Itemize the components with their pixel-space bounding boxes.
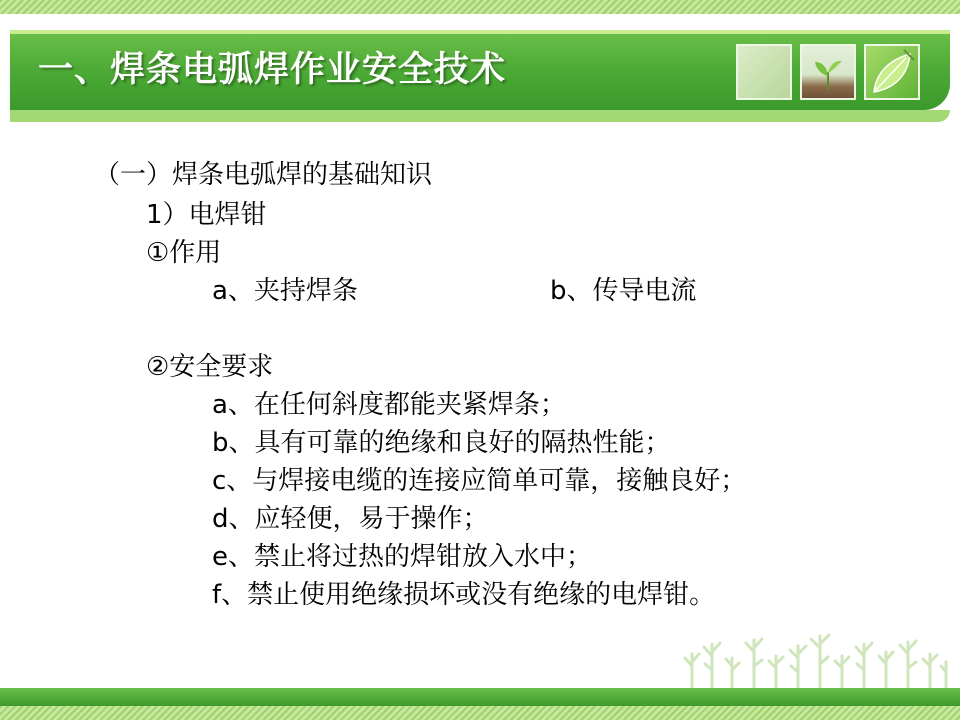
requirement-item: b、具有可靠的绝缘和良好的隔热性能； bbox=[212, 428, 671, 458]
sprout-decoration bbox=[682, 626, 952, 688]
requirements-heading: ②安全要求 bbox=[146, 352, 274, 382]
seedling-image bbox=[800, 44, 856, 100]
requirement-item: e、禁止将过热的焊钳放入水中； bbox=[212, 542, 592, 572]
slide-title: 一、焊条电弧焊作业安全技术 bbox=[38, 50, 507, 90]
header-highlight bbox=[10, 30, 950, 34]
header-stripe-decoration bbox=[0, 0, 960, 14]
requirement-item: c、与焊接电缆的连接应简单可靠，接触良好； bbox=[212, 466, 747, 496]
function-heading: ①作用 bbox=[146, 238, 222, 268]
section-heading: （一）焊条电弧焊的基础知识 bbox=[94, 160, 433, 190]
footer-bar bbox=[0, 688, 960, 706]
leaf-image bbox=[864, 44, 920, 100]
footer-stripe-decoration bbox=[0, 706, 960, 720]
leaf-icon bbox=[866, 46, 918, 98]
function-item-a: a、夹持焊条 bbox=[212, 276, 358, 306]
requirement-item: f、禁止使用绝缘损坏或没有绝缘的电焊钳。 bbox=[212, 580, 716, 610]
decorative-thumbnail-plain bbox=[736, 44, 792, 100]
header-underline-decoration bbox=[10, 110, 950, 122]
seedling-icon bbox=[802, 46, 854, 98]
requirement-item: a、在任何斜度都能夹紧焊条； bbox=[212, 390, 566, 420]
requirement-item: d、应轻便，易于操作； bbox=[212, 504, 489, 534]
subsection-heading: 1）电焊钳 bbox=[146, 200, 267, 230]
function-item-b: b、传导电流 bbox=[550, 276, 697, 306]
